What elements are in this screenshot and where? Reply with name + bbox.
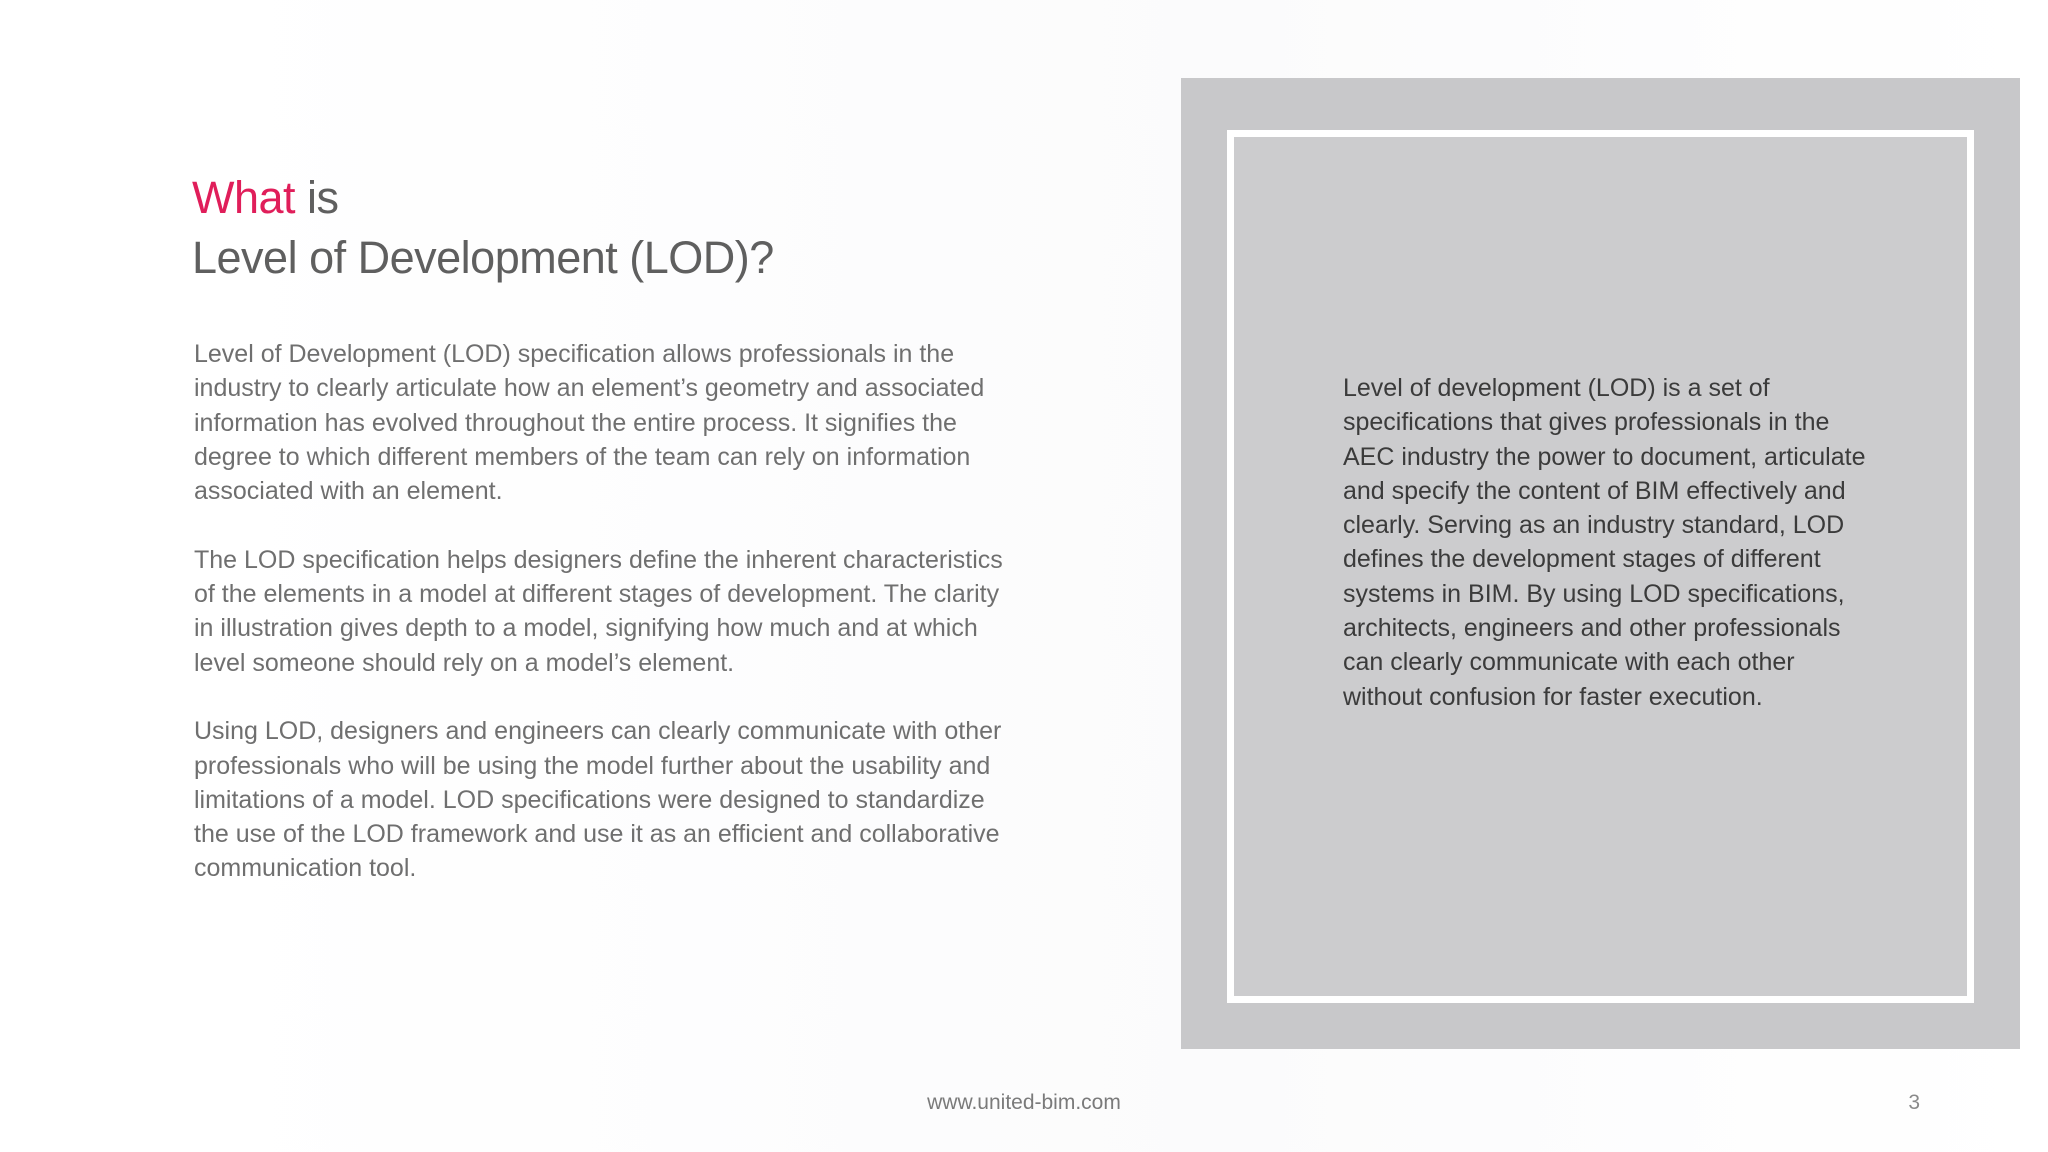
body-paragraph-2: The LOD specification helps designers define the inherent characteristics of the elements in a model at different stages of development. The clarity in illustration gives depth to a model, signifying how much and at which level someone should rely on a model’s element. [194, 545, 1003, 677]
slide-title [192, 168, 1092, 288]
page-number: 3 [1908, 1091, 1920, 1114]
body-text [194, 337, 1024, 920]
title-line-2: Level of Development (LOD)? [192, 232, 774, 283]
panel-definition-text: Level of development (LOD) is a set of specifications that gives professionals in the AEC industry the power to document, articulate and specify the content of BIM effectively and clearly. Serving as an industry standard, LOD defines the development stages of different systems in BIM. By using LOD specifications, architects, engineers and other professionals can clearly communicate with each other without confusion for faster execution. [1343, 374, 1866, 711]
title-accent-word: What [192, 172, 296, 223]
body-paragraph-3: Using LOD, designers and engineers can clearly communicate with other professionals who will be using the model further about the usability and limitations of a model. LOD specifications were designed to standardize the use of the LOD framework and use it as an efficient and collaborative communication tool. [194, 717, 1002, 883]
footer-url: www.united-bim.com [927, 1091, 1121, 1114]
title-rest-word: is [307, 172, 339, 223]
body-paragraph-1: Level of Development (LOD) specification allows professionals in the industry to clearly articulate how an element’s geometry and associated information has evolved throughout the entire process. It signifies the degree to which different members of the team can rely on information associated with an element. [194, 340, 985, 506]
